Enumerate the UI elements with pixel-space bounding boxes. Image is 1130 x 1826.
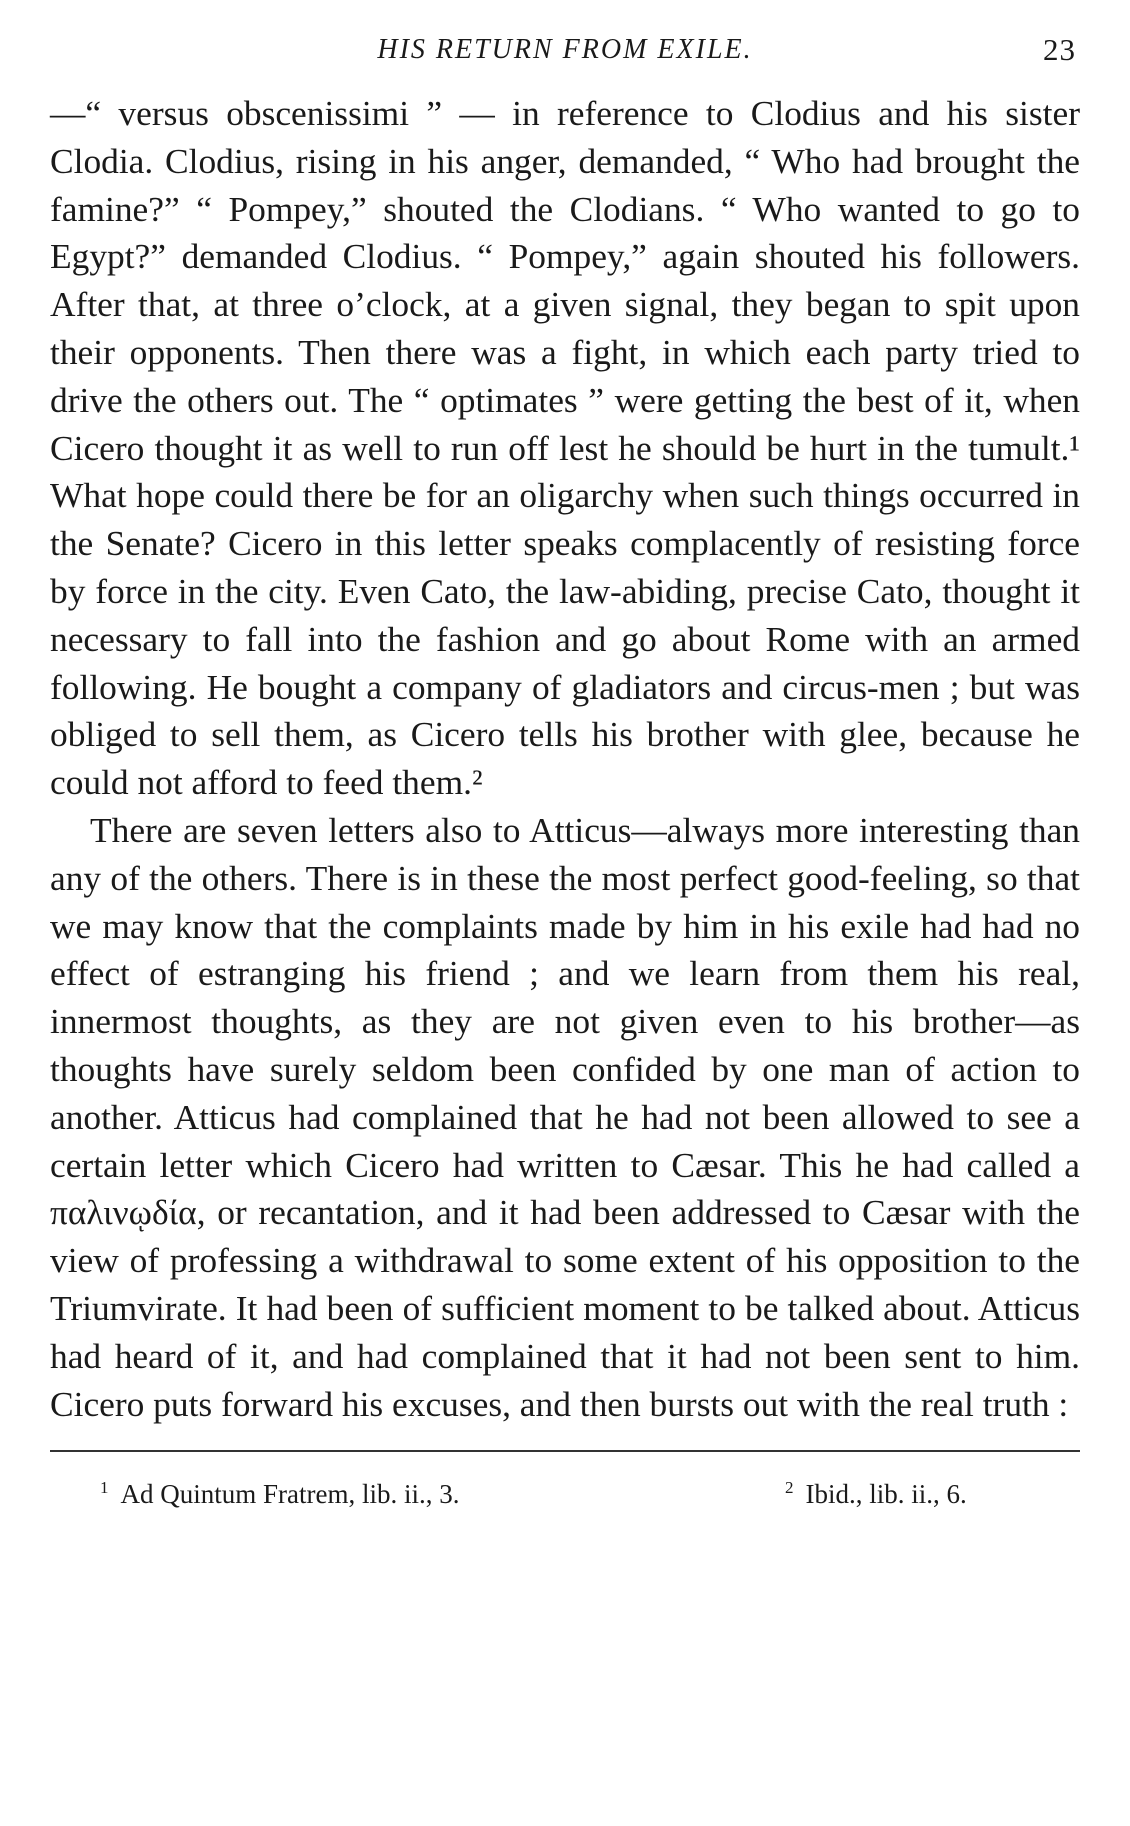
paragraph-continued: —“ versus obscenissimi ” — in reference to Clodius and his sister Clodia. Clodius, rising in his anger, demanded, “ Who had brought the famine?” “ Pompey,” shouted the Clodians. “ Who wanted to go to Egypt?” demanded Clodius. “ Pompey,” again shouted his followers. After that, at three o’clock, at a given signal, they began to spit upon their opponents. Then there was a fight, in which each party tried to drive the others out. The “ optimates ” were getting the best of it, when Cicero thought it as well to run off lest he should be hurt in the tumult.¹ What hope could there be for an oligarchy when such things occurred in the Senate? Cicero in this letter speaks complacently of resisting force by force in the city. Even Cato, the law-abiding, precise Cato, thought it necessary to fall into the fashion and go about Rome with an armed following. He bought a company of gladiators and circus-men ; but was obliged to sell them, as Cicero tells his brother with glee, because he could not afford to feed them.² — [50, 93, 1080, 803]
footnote-text: Ibid., lib. ii., 6. — [805, 1479, 967, 1510]
running-head: HIS RETURN FROM EXILE. — [377, 34, 753, 65]
paragraph-atticus: There are seven letters also to Atticus—always more interesting than any of the others. There is in these the most perfect good-feeling, so that we may know that the complaints made by him in his exile had had no effect of estranging his friend ; and we learn from them his real, innermost thoughts, as they are not given even to his brother—as thoughts have surely seldom been confided by one man of action to another. Atticus had complained that he had not been allowed to see a certain letter which Cicero had written to Cæsar. This he had called a παλινῳδία, or recantation, and it had been addressed to Cæsar with the view of professing a withdrawal to some extent of his opposition to the Triumvirate. It had been of sufficient moment to be talked about. Atticus had heard of it, and had complained that it had not been sent to him. Cicero puts forward his excuses, and then bursts out with the real truth : — [50, 809, 1080, 1424]
footnote-mark: 1 — [100, 1478, 109, 1498]
footnotes — [50, 1468, 1080, 1528]
book-page — [50, 28, 1080, 1798]
footnote-2 — [785, 1478, 967, 1510]
page-header — [50, 28, 1080, 76]
body-text — [50, 90, 1080, 1428]
footnote-1 — [100, 1478, 459, 1510]
footnote-text: Ad Quintum Fratrem, lib. ii., 3. — [120, 1479, 460, 1510]
footnote-mark: 2 — [785, 1478, 794, 1498]
page-number: 23 — [1043, 32, 1076, 67]
footnote-rule — [50, 1450, 1080, 1452]
